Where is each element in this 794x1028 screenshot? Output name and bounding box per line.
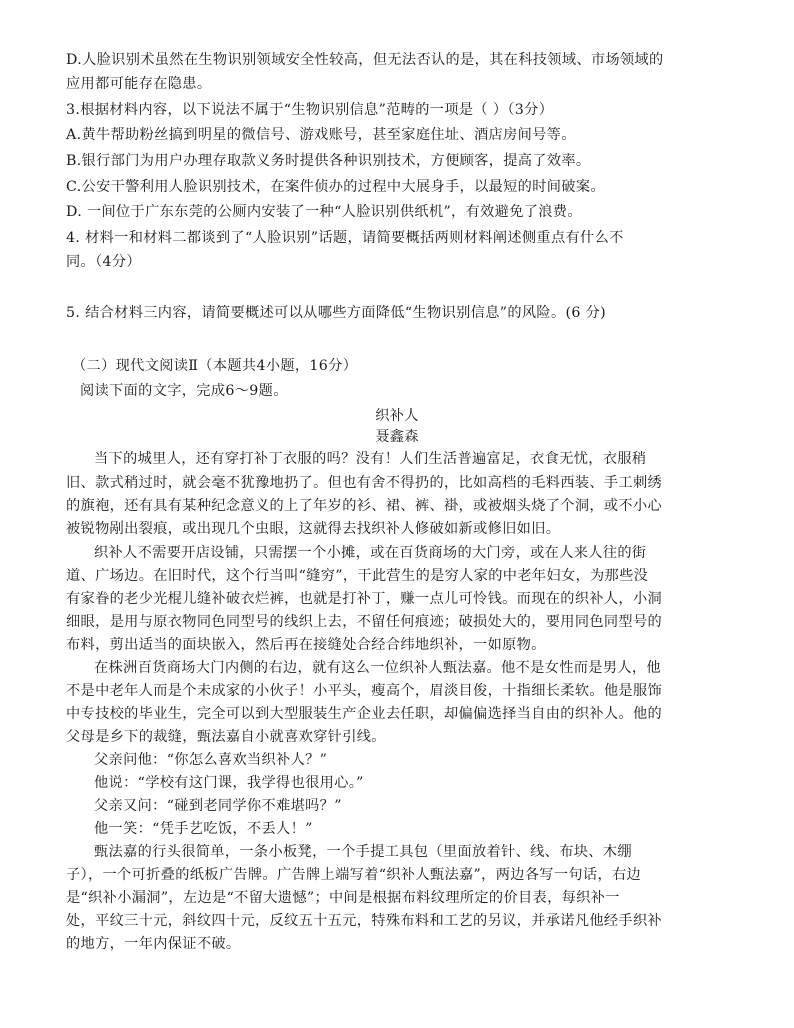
paragraph-2-line1: 织补人不需要开店设铺，只需摆一个小摊，或在百货商场的大门旁，或在人来人往的街: [94, 545, 647, 561]
paragraph-1-line2: 旧、款式稍过时，就会毫不犹豫地扔了。但也有舍不得扔的，比如高档的毛料西装、手工刺绣: [66, 475, 663, 491]
dialogue-3: 父亲又问：“碰到老同学你不难堪吗？”: [94, 798, 342, 814]
paragraph-4-line4: 处，平纹三十元，斜纹四十元，反纹五十五元，特殊布料和工艺的另议，并承诺凡他经手织补: [66, 913, 663, 929]
q3-option-d: D. 一间位于广东东莞的公厕内安装了一种“人脸识别供纸机”，有效避免了浪费。: [66, 204, 582, 220]
q3-option-a: A.黄牛帮助粉丝搞到明星的微信号、游戏账号，甚至家庭住址、酒店房间号等。: [66, 127, 576, 143]
q4-line1: 4. 材料一和材料二都谈到了“人脸识别”话题，请简要概括两则材料阐述侧重点有什么不: [66, 230, 624, 246]
section-instruction: 阅读下面的文字，完成6～9题。: [80, 383, 288, 399]
paragraph-3-line2: 不是中老年人而是个未成家的小伙子！小平头，瘦高个，眉淡目俊，十指细长柔软。他是服饰: [66, 683, 663, 699]
paragraph-2-line3: 有家眷的老少光棍儿缝补破衣烂裤，也就是打补丁，赚一点儿可怜钱。而现在的织补人，小洞: [66, 591, 663, 607]
paragraph-1-line1: 当下的城里人，还有穿打补丁衣服的吗？没有！人们生活普遍富足，衣食无忧，衣服稍: [94, 451, 647, 467]
paragraph-1-line4: 被锐物剐出裂痕，或出现几个虫眼，这就得去找织补人修破如新或修旧如旧。: [66, 521, 561, 537]
article-author: 聂鑫森: [375, 429, 419, 445]
dialogue-2: 他说：“学校有这门课，我学得也很用心。”: [94, 775, 364, 791]
q3-option-c: C.公安干警利用人脸识别技术，在案件侦办的过程中大展身手，以最短的时间破案。: [66, 179, 605, 195]
paragraph-3-line4: 父母是乡下的裁缝，甄法嘉自小就喜欢穿针引线。: [66, 729, 386, 745]
paragraph-4-line5: 的地方，一年内保证不破。: [66, 936, 241, 952]
q3-stem: 3.根据材料内容，以下说法不属于“生物识别信息”范畴的一项是（ ）（3分）: [66, 102, 554, 118]
paragraph-3-line3: 中专技校的毕业生，完全可以到大型服装生产企业去任职，却偏偏选择当自由的织补人。他的: [66, 706, 663, 722]
q5-line1: 5. 结合材料三内容，请简要概述可以从哪些方面降低“生物识别信息”的风险。(6 分): [66, 305, 607, 321]
paragraph-3-line1: 在株洲百货商场大门内侧的右边，就有这么一位织补人甄法嘉。他不是女性而是男人，他: [94, 660, 661, 676]
q3-option-b: B.银行部门为用户办理存取款义务时提供各种识别技术，方便顾客，提高了效率。: [66, 153, 591, 169]
article-title: 织补人: [375, 408, 419, 424]
section-heading: （二）现代文阅读Ⅱ（本题共4小题，16分）: [72, 358, 358, 374]
paragraph-2-line5: 布料，剪出适当的面块嵌入，然后再在接缝处合经合纬地织补，一如原物。: [66, 637, 546, 653]
dialogue-4: 他一笑：“凭手艺吃饭，不丢人！”: [94, 821, 313, 837]
paragraph-1-line3: 的旗袍，还有具有某种纪念意义的上了年岁的衫、裙、裤、褂，或被烟头烧了个洞，或不小心: [66, 498, 663, 514]
q4-line2: 同。（4分）: [66, 254, 141, 270]
paragraph-4-line3: 是“织补小漏洞”，左边是“不留大遗憾”；中间是根据布料纹理所定的价目表，每织补一: [66, 890, 620, 906]
paragraph-2-line4: 细眼，是用与原衣物同色同型号的线织上去，不留任何痕迹；破损处大的，要用同色同型号的: [66, 614, 663, 630]
paragraph-2-line2: 道、广场边。在旧时代，这个行当叫“缝穷”，干此营生的是穷人家的中老年妇女，为那些没: [66, 568, 649, 584]
q2-option-d-line1: D.人脸识别术虽然在生物识别领域安全性较高，但无法否认的是，其在科技领域、市场领域的: [66, 52, 664, 68]
paragraph-4-line1: 甄法嘉的行头很简单，一条小板凳，一个手提工具包（里面放着针、线、布块、木绷: [94, 844, 632, 860]
paragraph-4-line2: 子），一个可折叠的纸板广告牌。广告牌上端写着“织补人甄法嘉”，两边各写一句话，右边: [66, 867, 642, 883]
q2-option-d-line2: 应用都可能存在隐患。: [66, 76, 212, 92]
dialogue-1: 父亲问他：“你怎么喜欢当织补人？”: [94, 752, 328, 768]
